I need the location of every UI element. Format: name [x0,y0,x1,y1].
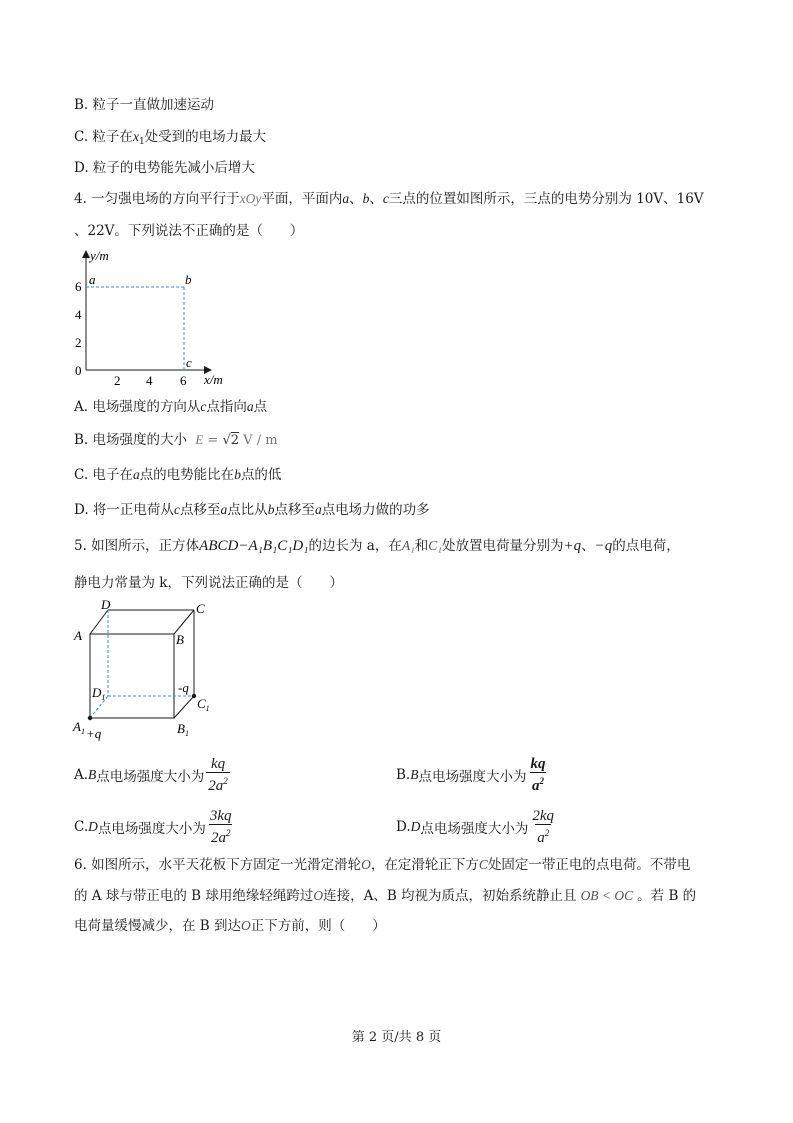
x-tick-6: 6 [180,373,187,388]
q6-stem-line1: 6. 如图所示，水平天花板下方固定一光滑定滑轮O，在定滑轮正下方C处固定一带正电的点电荷。不带电 [74,857,691,873]
q3-option-c: C. 粒子在$x_1$处受到的电场力最大 [74,129,267,147]
x-tick-2: 2 [114,373,121,388]
charge-plus-q-dot [88,716,92,720]
vertex-a1-label: $A_1$ [73,719,85,736]
q6-stem-line3: 电荷量缓慢减少，在 B 到达O正下方前，则（ ） [74,918,386,934]
cube-edge-ad [90,610,108,634]
q4-option-b: B. 电场强度的大小 E = √2 V / m [74,432,278,448]
vertex-c-label: C [196,601,205,616]
y-tick-6: 6 [75,279,82,294]
q5-option-c-fraction: $\frac{3kq}{2a^2}$ [209,808,232,846]
q5-stem-line1: 5. 如图所示，正方体ABCD−A₁B₁C₁D₁的边长为 a，在A₁和C₁处放置电荷量分别为+q、−q的点电荷， [74,538,680,554]
q6-stem-line2: 的 A 球与带正电的 B 球用绝缘轻绳跨过O连接，A、B 均视为质点，初始系统静止且 OB < OC 。若 B 的 [74,888,697,904]
q4-coordinate-figure [70,244,240,394]
q4-stem-line1: 4. 一匀强电场的方向平行于xOy平面，平面内a、b、c三点的位置如图所示，三点的电势分别为 10V、16V [74,191,704,207]
cube-front-face [90,634,174,718]
vertex-d-label: D [101,598,111,612]
vertex-a-label: A [74,628,82,643]
q5-option-a: A. B 点电场强度大小为 $\frac{kq}{2a^2}$ [74,756,228,794]
charge-minus-q-dot [192,694,196,698]
q5-option-d-fraction: $\frac{2kq}{a^2}$ [532,808,555,846]
point-a-label: a [89,272,96,287]
q5-option-b-fraction: $\frac{kq}{a^2}$ [530,756,546,794]
minus-q-label: -q [178,680,189,695]
cube-edge-b1c1 [174,696,194,718]
y-tick-2: 2 [75,335,82,350]
y-axis-label: y/m [90,248,109,263]
x-tick-4: 4 [146,373,153,388]
q4-option-a: A. 电场强度的方向从c点指向a点 [74,399,268,415]
q5-option-a-fraction: $\frac{kq}{2a^2}$ [208,756,228,794]
q4-stem-line2: 、22V。下列说法不正确的是（ ） [74,223,304,239]
q5-option-c: C. D 点电场强度大小为 $\frac{3kq}{2a^2}$ [74,808,232,846]
vertex-c1-label: $C_1$ [197,696,210,713]
q3-option-b: B. 粒子一直做加速运动 [74,97,215,113]
q4-option-c: C. 电子在a点的电势能比在b点的低 [74,467,282,483]
q5-option-d: D. D 点电场强度大小为 $\frac{2kq}{a^2}$ [396,808,555,846]
y-tick-0: 0 [75,363,82,378]
q5-option-b: B. B 点电场强度大小为 $\frac{kq}{a^2}$ [396,756,546,794]
vertex-b1-label: $B_1$ [177,721,189,738]
x-axis-label: x/m [204,372,223,387]
vertex-b-label: B [176,632,184,647]
point-c-label: c [186,355,192,370]
q3-option-d: D. 粒子的电势能先减小后增大 [74,160,255,176]
point-b-label: b [185,272,192,287]
page-footer: 第 2 页/共 8 页 [351,1030,442,1045]
q4-option-d: D. 将一正电荷从c点移至a点比从b点移至a点电场力做的功多 [74,502,430,518]
q5-cube-figure [70,598,220,744]
vertex-d1-label: $D_1$ [92,685,106,702]
cube-edge-bc [174,610,194,634]
q5-stem-line2: 静电力常量为 k，下列说法正确的是（ ） [74,575,343,591]
plus-q-label: +q [86,726,102,741]
y-tick-4: 4 [75,307,82,322]
